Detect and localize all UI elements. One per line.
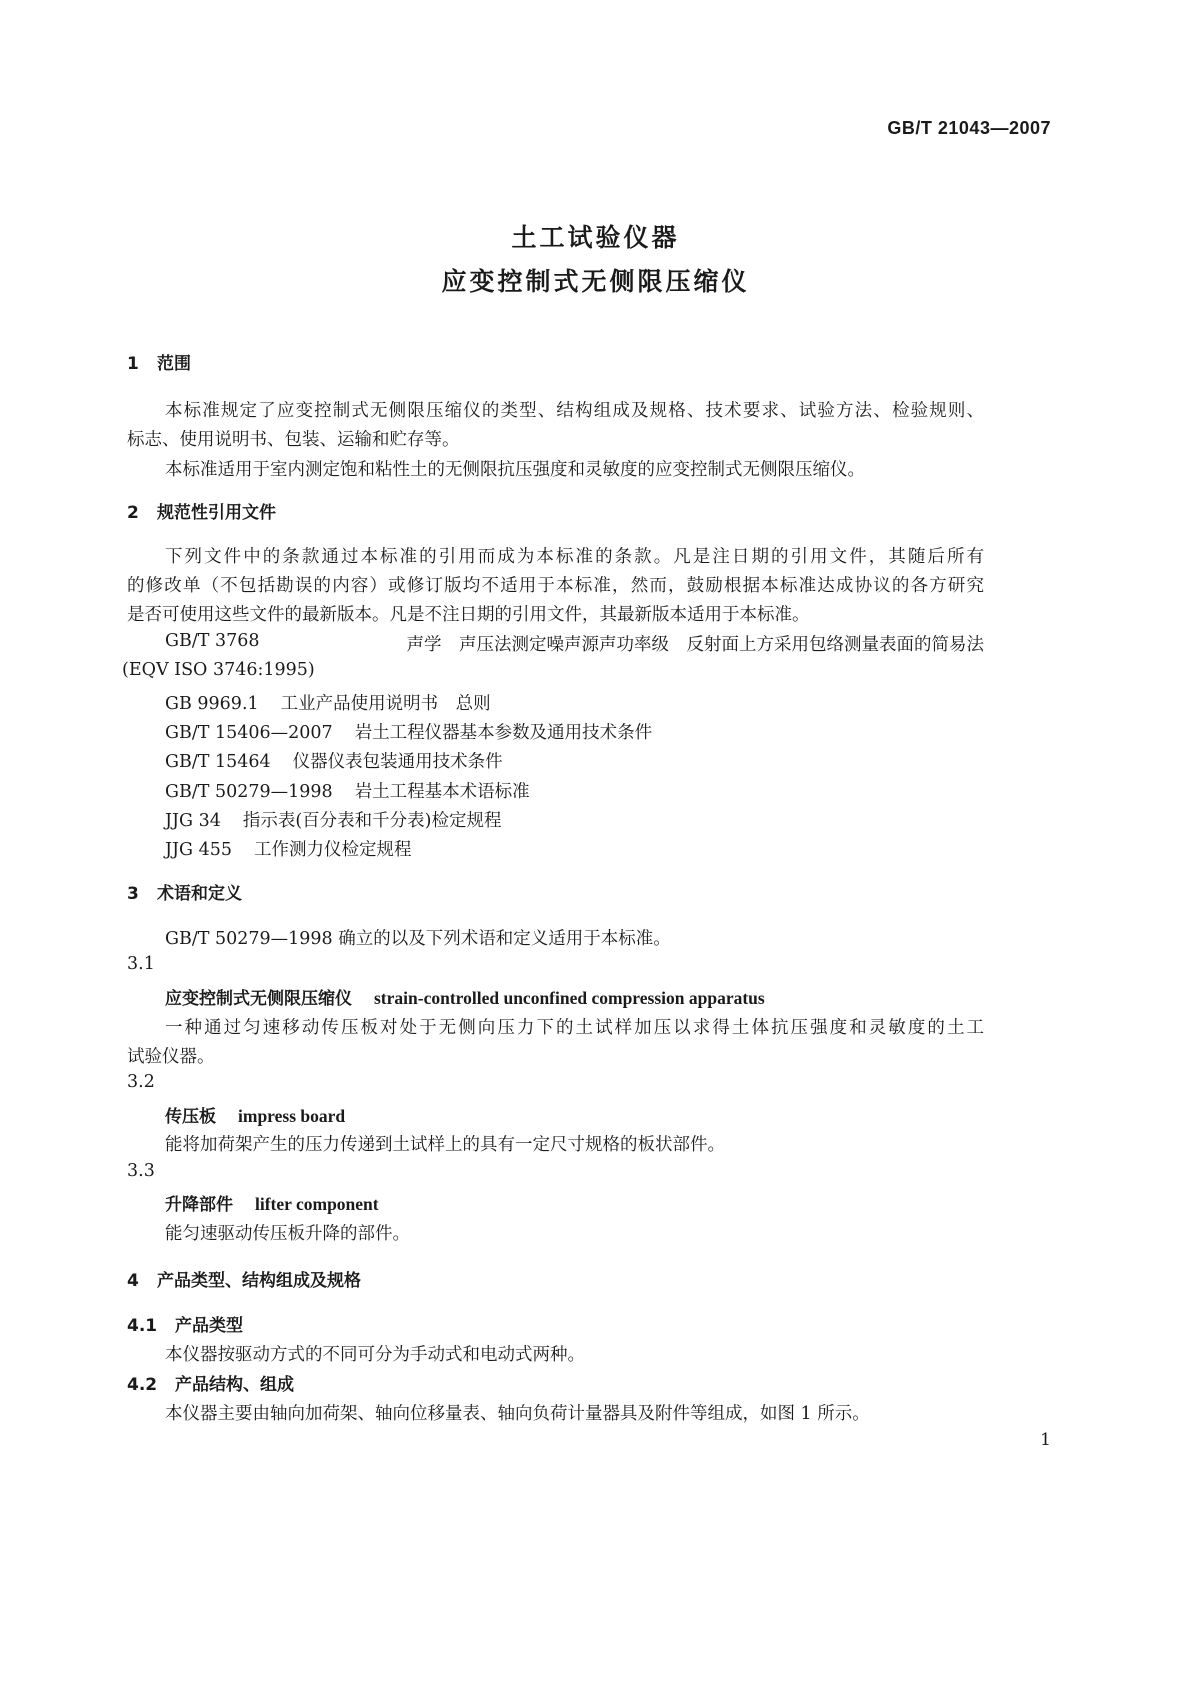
- subsection-title: 产品类型: [175, 1316, 243, 1336]
- reference-title: 声学 声压法测定噪声源声功率级 反射面上方采用包络测量表面的简易法: [406, 635, 984, 655]
- term-definition: 一种通过匀速移动传压板对处于无侧向压力下的土试样加压以求得土体抗压强度和灵敏度的土工: [165, 1018, 984, 1038]
- reference-code: GB 9969.1: [165, 694, 259, 714]
- reference-code: GB/T 15406—2007: [165, 723, 333, 743]
- section-2-heading: [127, 498, 276, 523]
- reference-title: 岩土工程仪器基本参数及通用技术条件: [354, 723, 653, 743]
- reference-item: [165, 778, 530, 803]
- term-heading: [165, 984, 765, 1009]
- section-number: 4: [127, 1271, 139, 1291]
- reference-code: GB/T 50279—1998: [165, 782, 333, 802]
- subsection-number: 4.2: [127, 1375, 158, 1395]
- paragraph-line: 本仪器主要由轴向加荷架、轴向位移量表、轴向负荷计量器具及附件等组成，如图 1 所示。: [165, 1404, 870, 1424]
- term-zh: 升降部件: [165, 1195, 233, 1215]
- section-title: 范围: [157, 354, 191, 374]
- paragraph-line: 下列文件中的条款通过本标准的引用而成为本标准的条款。凡是注日期的引用文件，其随后所有: [165, 547, 984, 567]
- title-line-2: 应变控制式无侧限压缩仪: [441, 267, 750, 296]
- section-number: 3: [127, 884, 139, 904]
- subsection-4-2-heading: [127, 1370, 294, 1395]
- reference-item: [165, 719, 652, 744]
- term-definition: 能将加荷架产生的压力传递到土试样上的具有一定尺寸规格的板状部件。: [165, 1135, 725, 1155]
- title-line-1: 土工试验仪器: [511, 223, 680, 252]
- subsection-4-1-heading: [127, 1311, 243, 1336]
- term-definition: 试验仪器。: [127, 1047, 215, 1067]
- standard-number: GB/T 21043—2007: [887, 118, 1051, 138]
- reference-code: JJG 455: [165, 840, 232, 860]
- subsection-number: 4.1: [127, 1316, 158, 1336]
- paragraph-line: GB/T 50279—1998 确立的以及下列术语和定义适用于本标准。: [165, 929, 671, 949]
- reference-title: 岩土工程基本术语标准: [354, 782, 530, 802]
- term-number: 3.1: [127, 954, 155, 974]
- page-number: 1: [1040, 1430, 1051, 1450]
- reference-item: [165, 690, 491, 715]
- paragraph-line: 的修改单（不包括勘误的内容）或修订版均不适用于本标准，然而，鼓励根据本标准达成协议的各方研究: [127, 576, 984, 596]
- term-heading: [165, 1102, 345, 1127]
- reference-code: GB/T 3768: [165, 631, 260, 651]
- reference-title: 工作测力仪检定规程: [253, 840, 412, 860]
- paragraph-line: 是否可使用这些文件的最新版本。凡是不注日期的引用文件，其最新版本适用于本标准。: [127, 605, 810, 625]
- reference-code: JJG 34: [165, 811, 221, 831]
- section-3-heading: [127, 879, 242, 904]
- paragraph-line: 本标准适用于室内测定饱和粘性土的无侧限抗压强度和灵敏度的应变控制式无侧限压缩仪。: [165, 460, 865, 480]
- reference-title: 指示表(百分表和千分表)检定规程: [242, 811, 502, 831]
- section-number: 2: [127, 503, 139, 523]
- section-1-heading: [127, 349, 191, 374]
- reference-item: [165, 631, 984, 656]
- term-number: 3.3: [127, 1161, 155, 1181]
- reference-item: [165, 748, 503, 773]
- term-number: 3.2: [127, 1072, 155, 1092]
- section-title: 产品类型、结构组成及规格: [157, 1271, 361, 1291]
- term-heading: [165, 1190, 379, 1215]
- term-en: impress board: [238, 1106, 346, 1126]
- term-zh: 应变控制式无侧限压缩仪: [165, 989, 352, 1009]
- term-en: lifter component: [255, 1194, 379, 1214]
- paragraph-line: 标志、使用说明书、包装、运输和贮存等。: [127, 430, 460, 450]
- section-title: 术语和定义: [157, 884, 242, 904]
- section-title: 规范性引用文件: [157, 503, 276, 523]
- reference-title: 工业产品使用说明书 总则: [280, 694, 491, 714]
- reference-item: [165, 836, 411, 861]
- reference-item: [165, 807, 502, 832]
- section-number: 1: [127, 354, 139, 374]
- term-en: strain-controlled unconfined compression apparatus: [374, 988, 765, 1008]
- section-4-heading: [127, 1266, 361, 1291]
- paragraph-line: 本仪器按驱动方式的不同可分为手动式和电动式两种。: [165, 1345, 585, 1365]
- reference-title-continuation: (EQV ISO 3746:1995): [122, 660, 315, 680]
- term-definition: 能匀速驱动传压板升降的部件。: [165, 1224, 410, 1244]
- paragraph-line: 本标准规定了应变控制式无侧限压缩仪的类型、结构组成及规格、技术要求、试验方法、检验规则、: [165, 401, 984, 421]
- reference-code: GB/T 15464: [165, 752, 271, 772]
- term-zh: 传压板: [165, 1107, 216, 1127]
- reference-title: 仪器仪表包装通用技术条件: [292, 752, 503, 772]
- subsection-title: 产品结构、组成: [175, 1375, 294, 1395]
